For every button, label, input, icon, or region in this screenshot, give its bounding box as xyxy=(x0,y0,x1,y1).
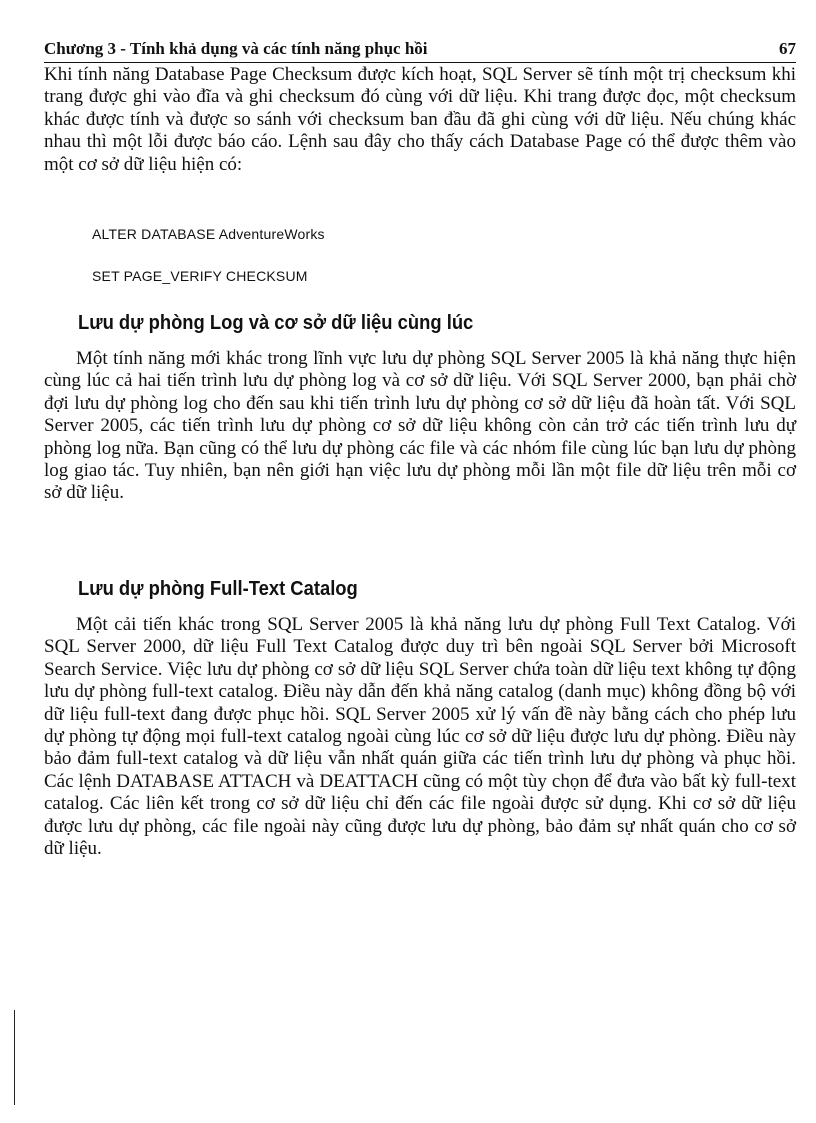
page-number: 67 xyxy=(779,39,796,58)
intro-paragraph: Khi tính năng Database Page Checksum được kích hoạt, SQL Server sẽ tính một trị checksum khi trang được ghi vào đĩa và ghi checksum đó cùng với dữ liệu. Khi trang được đọc, một checksum khác được tính và được so sánh với checksum ban đầu đã ghi cùng với dữ liệu. Nếu chúng khác nhau thì một lỗi được báo cáo. Lệnh sau đây cho thấy cách Database Page có thể được thêm vào một cơ sở dữ liệu hiện có: xyxy=(44,64,796,175)
page-header xyxy=(44,38,796,63)
section-heading-log-backup: Lưu dự phòng Log và cơ sở dữ liệu cùng lúc xyxy=(78,312,474,334)
scan-margin-line xyxy=(14,1010,15,1105)
chapter-title: Chương 3 - Tính khả dụng và các tính năng phục hồi xyxy=(44,39,428,58)
code-line-1: ALTER DATABASE AdventureWorks xyxy=(92,226,325,242)
section-paragraph-fulltext-catalog: Một cải tiến khác trong SQL Server 2005 là khả năng lưu dự phòng Full Text Catalog. Với SQL Server 2000, dữ liệu Full Text Catalog được duy trì bên ngoài SQL Server bởi Microsoft Search Service. Việc lưu dự phòng cơ sở dữ liệu SQL Server chứa toàn dữ liệu text không tự động lưu dự phòng full-text catalog. Điều này dẫn đến khả năng catalog (danh mục) không đồng bộ với dữ liệu full-text đang được phục hồi. SQL Server 2005 xử lý vấn đề này bằng cách cho phép lưu dự phòng tự động mọi full-text catalog ngoài cùng lúc cơ sở dữ liệu được lưu dự phòng. Điều này bảo đảm full-text catalog và dữ liệu vẫn nhất quán giữa các tiến trình lưu dự phòng và phục hồi. Các lệnh DATABASE ATTACH và DEATTACH cũng có một tùy chọn để đưa vào bất kỳ full-text catalog. Các liên kết trong cơ sở dữ liệu chỉ đến các file ngoài được sử dụng. Khi cơ sở dữ liệu được lưu dự phòng, các file ngoài này cũng được lưu dự phòng, bảo đảm sự nhất quán cho cơ sở dữ liệu. xyxy=(44,614,796,860)
section-paragraph-log-backup: Một tính năng mới khác trong lĩnh vực lưu dự phòng SQL Server 2005 là khả năng thực hiện cùng lúc cả hai tiến trình lưu dự phòng log và cơ sở dữ liệu. Với SQL Server 2000, bạn phải chờ đợi lưu dự phòng log cho đến sau khi tiến trình lưu dự phòng cơ sở dữ liệu đã hoàn tất. Với SQL Server 2005, các tiến trình lưu dự phòng cơ sở dữ liệu không còn cản trở các tiến trình lưu dự phòng log nữa. Bạn cũng có thể lưu dự phòng các file và các nhóm file cùng lúc bạn lưu dự phòng log giao tác. Tuy nhiên, bạn nên giới hạn việc lưu dự phòng mỗi lần một file dữ liệu trên mỗi cơ sở dữ liệu. xyxy=(44,348,796,504)
code-line-2: SET PAGE_VERIFY CHECKSUM xyxy=(92,268,308,284)
section-heading-fulltext-catalog: Lưu dự phòng Full-Text Catalog xyxy=(78,578,358,600)
